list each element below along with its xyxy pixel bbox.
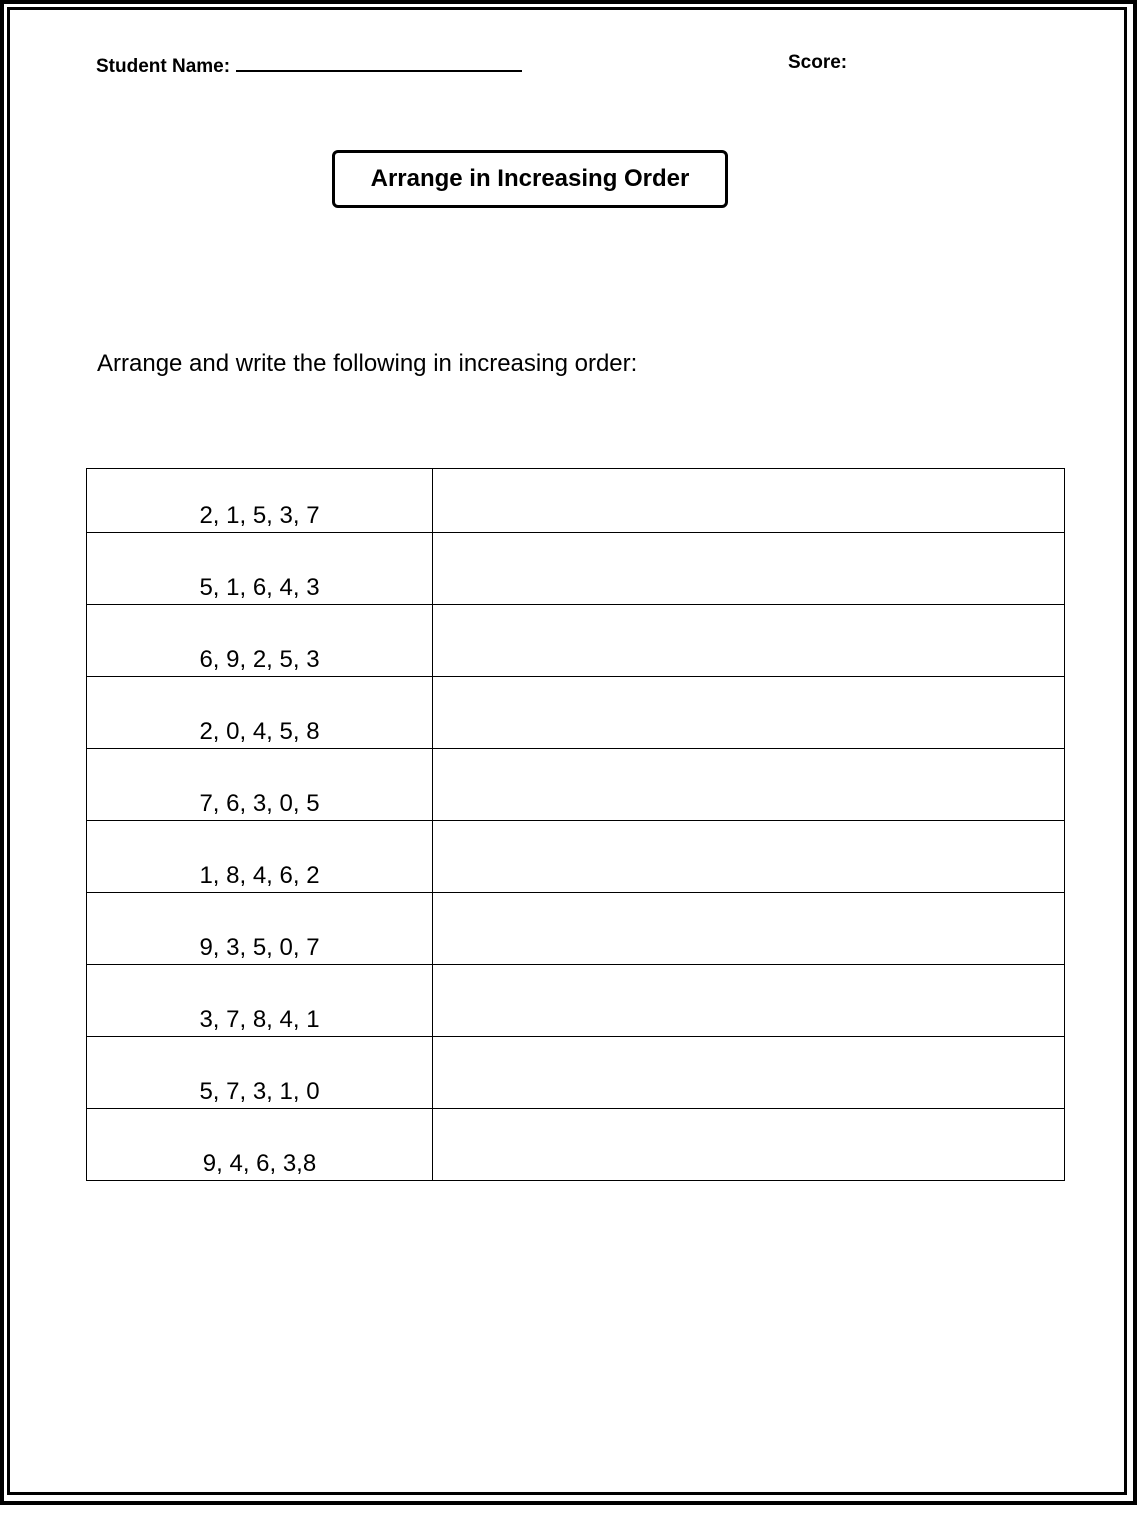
answer-cell[interactable] bbox=[433, 677, 1065, 749]
sequence-cell: 3, 7, 8, 4, 1 bbox=[87, 965, 433, 1037]
worksheet-title: Arrange in Increasing Order bbox=[332, 150, 728, 208]
student-name-label: Student Name: bbox=[96, 56, 231, 77]
worksheet-header bbox=[96, 52, 1137, 82]
answer-cell[interactable] bbox=[433, 821, 1065, 893]
instruction-text: Arrange and write the following in increasing order: bbox=[97, 350, 638, 377]
answer-cell[interactable] bbox=[433, 749, 1065, 821]
sequence-cell: 1, 8, 4, 6, 2 bbox=[87, 821, 433, 893]
table-row bbox=[87, 1037, 1065, 1109]
sequence-cell: 6, 9, 2, 5, 3 bbox=[87, 605, 433, 677]
answer-cell[interactable] bbox=[433, 605, 1065, 677]
table-row bbox=[87, 469, 1065, 533]
sequence-cell: 5, 1, 6, 4, 3 bbox=[87, 533, 433, 605]
score-label: Score: bbox=[788, 52, 848, 73]
answer-cell[interactable] bbox=[433, 1037, 1065, 1109]
sequence-cell: 7, 6, 3, 0, 5 bbox=[87, 749, 433, 821]
table-row bbox=[87, 605, 1065, 677]
student-name-area bbox=[96, 52, 522, 78]
answer-cell[interactable] bbox=[433, 1109, 1065, 1181]
answer-cell[interactable] bbox=[433, 533, 1065, 605]
sequence-cell: 9, 3, 5, 0, 7 bbox=[87, 893, 433, 965]
answer-table bbox=[86, 468, 1065, 1181]
sequence-cell: 5, 7, 3, 1, 0 bbox=[87, 1037, 433, 1109]
answer-cell[interactable] bbox=[433, 965, 1065, 1037]
table-row bbox=[87, 533, 1065, 605]
table-row bbox=[87, 1109, 1065, 1181]
sequence-cell: 2, 1, 5, 3, 7 bbox=[87, 469, 433, 533]
table-row bbox=[87, 965, 1065, 1037]
table-row bbox=[87, 893, 1065, 965]
answer-cell[interactable] bbox=[433, 893, 1065, 965]
table-row bbox=[87, 821, 1065, 893]
answer-cell[interactable] bbox=[433, 469, 1065, 533]
table-row bbox=[87, 677, 1065, 749]
student-name-field[interactable] bbox=[236, 52, 522, 72]
table-row bbox=[87, 749, 1065, 821]
sequence-cell: 9, 4, 6, 3,8 bbox=[87, 1109, 433, 1181]
sequence-cell: 2, 0, 4, 5, 8 bbox=[87, 677, 433, 749]
